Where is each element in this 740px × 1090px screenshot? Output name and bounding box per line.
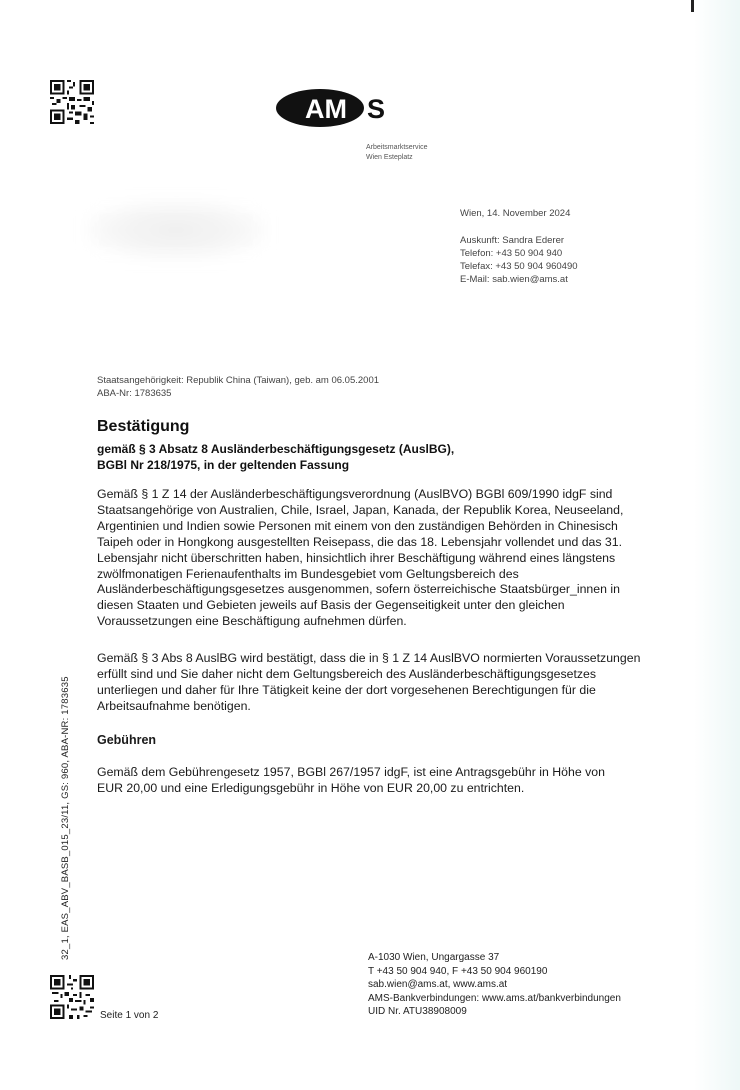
subtitle-line-1: gemäß § 3 Absatz 8 Ausländerbeschäftigungsgesetz (AuslBG), [97,442,455,456]
text-line: Gemäß § 3 Abs 8 AuslBG wird bestätigt, dass die in § 1 Z 14 AuslBVO normierten Voraussetzungen [97,651,641,665]
document-subtitle [97,441,454,473]
fees-heading: Gebühren [97,733,157,747]
text-line: Gemäß § 1 Z 14 der Ausländerbeschäftigungsverordnung (AuslBVO) BGBl 609/1990 idgF sind [97,487,613,501]
text-line: EUR 20,00 und eine Erledigungsgebühr in Höhe von EUR 20,00 zu entrichten. [97,780,525,795]
footer-bank: AMS-Bankverbindungen: www.ams.at/bankverbindungen [368,992,621,1004]
subtitle-line-2: BGBl Nr 218/1975, in der geltenden Fassung [97,458,350,472]
footer-web: sab.wien@ams.at, www.ams.at [368,979,508,990]
contact-block [460,207,578,286]
text-line: diesen Staaten und Gebieten jeweils auf Basis der Gegenseitigkeit unter den gleichen [97,598,565,613]
contact-person: Auskunft: Sandra Ederer [460,235,565,246]
document-title: Bestätigung [97,418,190,435]
contact-fax: Telefax: +43 50 904 960490 [460,261,578,272]
org-line-2: Wien Esteplatz [366,154,413,161]
page-number: Seite 1 von 2 [100,1010,159,1021]
scan-edge-mark [691,0,694,12]
text-line: Ausländerbeschäftigungsgesetzes ausgenommen, sofern österreichische Staatsbürger_innen in [97,582,620,597]
text-line: erfüllt sind und Sie daher nicht dem Geltungsbereich des Ausländerbeschäftigungsgesetzes [97,666,597,681]
reference-block [97,374,379,400]
text-line: Voraussetzungen eine Beschäftigung aufnehmen dürfen. [97,614,407,629]
footer-uid: UID Nr. ATU38908009 [368,1006,467,1017]
text-line: Gemäß dem Gebührengesetz 1957, BGBl 267/1957 idgF, ist eine Antragsgebühr in Höhe von [97,765,605,779]
letter-date: Wien, 14. November 2024 [460,208,571,219]
contact-phone: Telefon: +43 50 904 940 [460,248,563,259]
text-line: Staatsangehörige von Australien, Chile, Israel, Japan, Kanada, der Republik Korea, Neuseeland, [97,502,624,517]
qr-code-top [50,80,94,124]
org-line-1: Arbeitsmarktservice [366,144,428,151]
side-document-code: 32_1, EAS_ABV_BASB_015_23/11, GS: 960, ABA-NR: 1783635 [60,676,71,960]
aba-number: ABA-Nr: 1783635 [97,388,172,399]
svg-text:S: S [367,94,386,124]
text-line: Argentinien und Indien sowie Personen mit einem von den zuständigen Behörden in Chinesisch [97,518,618,533]
ams-logo [276,80,406,136]
text-line: unterliegen und daher für Ihre Tätigkeit keine der dort vorgesehenen Berechtigungen für die [97,682,596,697]
paragraph-fees [97,765,657,797]
scan-edge [694,0,740,1090]
text-line: Arbeitsaufnahme benötigen. [97,698,251,713]
qr-code-bottom [50,975,94,1019]
contact-email: E-Mail: sab.wien@ams.at [460,274,568,285]
paragraph-confirmation [97,651,657,715]
text-line: Taipeh oder in Hongkong ausgestellten Reisepass, die das 18. Lebensjahr vollendet und das 31. [97,534,623,549]
text-line: Lebensjahr nicht überschritten haben, hinsichtlich ihrer Beschäftigung während eines längstens [97,550,616,565]
org-subtitle [366,143,427,163]
footer-block [368,951,621,1019]
citizenship-line: Staatsangehörigkeit: Republik China (Taiwan), geb. am 06.05.2001 [97,375,380,386]
redacted-recipient [86,200,266,260]
footer-phone: T +43 50 904 940, F +43 50 904 960190 [368,965,548,977]
footer-address: A-1030 Wien, Ungargasse 37 [368,952,500,963]
text-line: zwölfmonatigen Ferienaufenthalts im Bundesgebiet vom Geltungsbereich des [97,566,519,581]
paragraph-exemption [97,487,657,630]
svg-text:AM: AM [305,94,347,124]
